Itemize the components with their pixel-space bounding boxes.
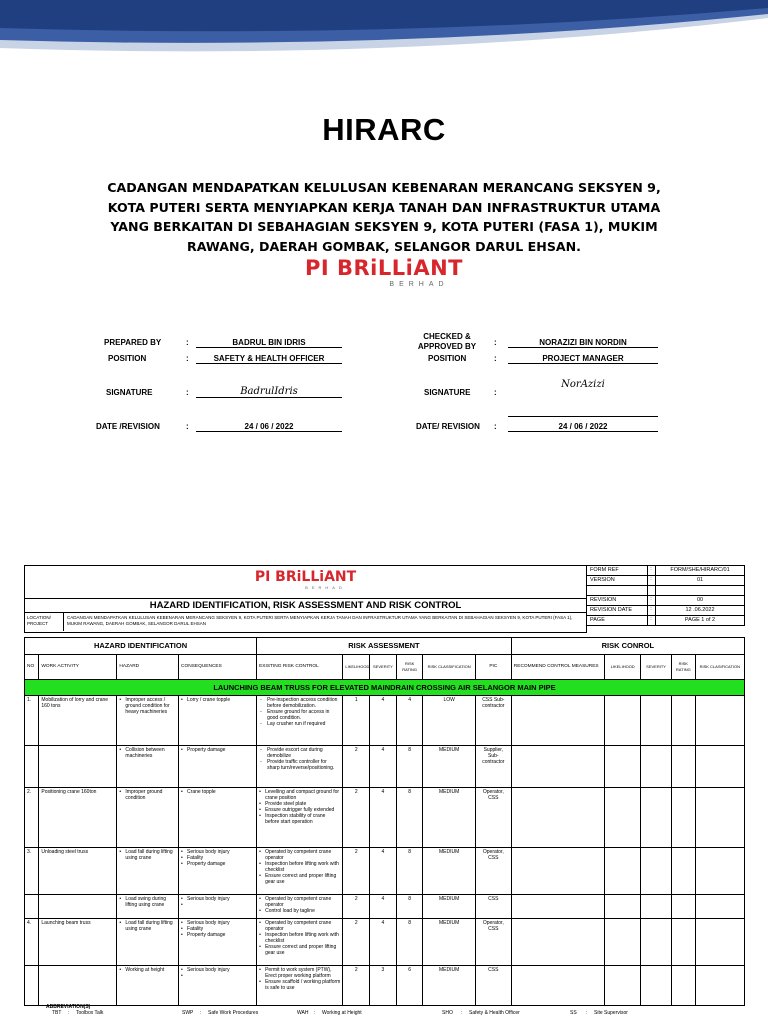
cell-rating: 8 [396, 919, 423, 966]
meta-row: VERSION : 01 [587, 576, 745, 586]
col-recommend: RECOMMEND CONTROL MEASURES [511, 655, 604, 680]
existing-control-item: • Permit to work system (PTW), Erect proper working platform [265, 967, 340, 979]
cell-classification: MEDIUM [423, 848, 475, 895]
signature-label: SIGNATURE [106, 388, 153, 397]
existing-control-list [259, 747, 340, 771]
cell-pic: Operator, CSS [475, 848, 511, 895]
cell-pic: Operator, CSS [475, 919, 511, 966]
abbr-colon: : [461, 1010, 463, 1016]
group-hazard-identification: HAZARD IDENTIFICATION [25, 638, 257, 655]
date-label-right: DATE/ REVISION [416, 422, 480, 431]
existing-control-item: - Pre-inspection access condition before demobilization. [267, 697, 340, 709]
signature-right: NorAzizi [508, 378, 658, 417]
existing-control-item: • Provide steel plate [265, 801, 340, 807]
abbr-value: Safety & Health Officer [469, 1010, 520, 1016]
consequence-list [181, 697, 254, 703]
cell-rating-2 [671, 788, 695, 848]
cell-rating-2 [671, 746, 695, 788]
meta-key: REVISION DATE [590, 607, 633, 613]
meta-row: PAGE : PAGE 1 of 2 [587, 616, 745, 626]
cell-rating: 8 [396, 788, 423, 848]
consequence-item: • Property damage [187, 747, 254, 753]
cell-rating-2 [671, 966, 695, 1006]
signature-label: SIGNATURE [424, 388, 471, 397]
cell-severity-2 [641, 746, 672, 788]
doc-title: HIRARC [322, 112, 446, 147]
existing-control-item: • Ensure scaffold / working platform is safe to use [265, 979, 340, 991]
cell-consequences [179, 848, 257, 895]
abbr-value: Safe Work Procedures [208, 1010, 259, 1016]
cell-classification: LOW [423, 696, 475, 746]
cell-likelihood-2 [605, 696, 641, 746]
abbreviations [24, 1004, 745, 1018]
col-existing: EXISTING RISK CONTROL [257, 655, 343, 680]
table-row [25, 848, 745, 895]
cell-rating: 4 [396, 696, 423, 746]
form-logo-sub: BERHAD [305, 585, 346, 590]
cell-severity: 4 [370, 746, 397, 788]
meta-key: REVISION [590, 597, 617, 603]
consequence-list [181, 789, 254, 795]
cell-pic: CSS Sub-contractor [475, 696, 511, 746]
cell-severity: 4 [370, 919, 397, 966]
abbr-colon: : [314, 1010, 316, 1016]
cell-likelihood: 2 [343, 919, 370, 966]
section-title: LAUNCHING BEAM TRUSS FOR ELEVATED MAINDRAIN CROSSING AIR SELANGOR MAIN PIPE [25, 680, 745, 696]
cell-classification: MEDIUM [423, 919, 475, 966]
existing-control-list [259, 849, 340, 885]
existing-control-item: • Ensure correct and proper lifting gear use [265, 944, 340, 956]
cell-severity-2 [641, 895, 672, 919]
cell-severity-2 [641, 919, 672, 966]
existing-control-item: - Provide traffic controller for sharp turn/reverse/positioning. [267, 759, 340, 771]
cell-rating-2 [671, 895, 695, 919]
cell-classification-2 [695, 746, 744, 788]
cell-likelihood: 2 [343, 746, 370, 788]
meta-value: FORM/SHE/HIRARC/01 [655, 566, 744, 575]
colon: : [186, 354, 189, 363]
abbr-colon: : [586, 1010, 588, 1016]
cell-activity [39, 746, 117, 788]
header-banner [0, 0, 768, 60]
meta-row: REVISION DATE : 12 .06.2022 [587, 606, 745, 616]
cell-classification-2 [695, 919, 744, 966]
cell-existing-control [257, 895, 343, 919]
cell-likelihood: 2 [343, 848, 370, 895]
form-logo [24, 565, 587, 599]
col-severity: SEVERITY [370, 655, 397, 680]
existing-control-item: - Lay crusher run if required [267, 721, 340, 727]
existing-control-list [259, 967, 340, 991]
position-right-value: PROJECT MANAGER [508, 354, 658, 364]
cell-hazard [117, 788, 179, 848]
form-meta [587, 565, 745, 626]
col-pic: PIC [475, 655, 511, 680]
cell-classification-2 [695, 895, 744, 919]
abbr-value: Toolbox Talk [76, 1010, 104, 1016]
cell-severity-2 [641, 788, 672, 848]
existing-control-item: - Ensure ground for access in good condition. [267, 709, 340, 721]
cell-pic: CSS [475, 966, 511, 1006]
cell-severity: 4 [370, 788, 397, 848]
cell-classification: MEDIUM [423, 746, 475, 788]
cell-severity-2 [641, 848, 672, 895]
consequence-list [181, 896, 254, 902]
colon: : [494, 338, 497, 347]
existing-control-item: • Operated by competent crane operator [265, 896, 340, 908]
col-severity-2: SEVERITY [641, 655, 672, 680]
abbr-value: Working at Height [322, 1010, 362, 1016]
cell-activity: Launching beam truss [39, 919, 117, 966]
consequence-list [181, 747, 254, 753]
abbr-colon: : [200, 1010, 202, 1016]
existing-control-item: • Inspection before lifting work with checklist [265, 932, 340, 944]
cell-likelihood-2 [605, 966, 641, 1006]
existing-control-item: • Control load by tagline [265, 908, 340, 914]
col-classification: RISK CLASSIFICATION [423, 655, 475, 680]
consequence-item: • Serious body injury [187, 849, 254, 855]
cell-no: 2. [25, 788, 39, 848]
cell-recommend [511, 746, 604, 788]
cell-consequences [179, 919, 257, 966]
existing-control-item: - Provide escort car during demobilize [267, 747, 340, 759]
cell-consequences [179, 788, 257, 848]
meta-value: PAGE 1 of 2 [655, 616, 744, 625]
cell-no [25, 746, 39, 788]
signature-block [0, 330, 768, 440]
col-likelihood-2: LIKELIHOOD [605, 655, 641, 680]
cell-consequences [179, 966, 257, 1006]
existing-control-item: • Levelling and compact ground for crane position [265, 789, 340, 801]
cell-classification-2 [695, 966, 744, 1006]
checked-label: CHECKED & APPROVED BY [417, 332, 477, 351]
table-row [25, 746, 745, 788]
cell-existing-control [257, 919, 343, 966]
consequence-item: • Property damage [187, 932, 254, 938]
logo-sub: BERHAD [389, 281, 449, 288]
form-title: HAZARD IDENTIFICATION, RISK ASSESSMENT AND RISK CONTROL [24, 599, 587, 613]
cell-recommend [511, 696, 604, 746]
hazard-item: • Load fall during lifting using crane [125, 920, 176, 932]
cell-hazard [117, 895, 179, 919]
position-left-value: SAFETY & HEALTH OFFICER [196, 354, 342, 364]
cell-no [25, 895, 39, 919]
cell-no [25, 966, 39, 1006]
existing-control-item: • Ensure correct and proper lifting gear use [265, 873, 340, 885]
date-right: 24 / 06 / 2022 [508, 422, 658, 432]
hazard-item: • Improper access / ground condition for heavy machineries [125, 697, 176, 715]
hazard-list [119, 967, 176, 973]
cell-no: 4. [25, 919, 39, 966]
hazard-list [119, 747, 176, 759]
col-consequences: CONSEQUENCES [179, 655, 257, 680]
existing-control-item: • Inspection before lifting work with checklist [265, 861, 340, 873]
colon: : [186, 422, 189, 431]
hazard-list [119, 849, 176, 861]
meta-key: FORM REF [590, 567, 619, 573]
consequence-item: • Lorry / crane topple [187, 697, 254, 703]
abbr-key: SWP [182, 1010, 194, 1016]
cell-likelihood-2 [605, 895, 641, 919]
prepared-by-label: PREPARED BY [104, 338, 162, 347]
cell-likelihood: 2 [343, 966, 370, 1006]
cell-severity: 4 [370, 848, 397, 895]
cell-severity-2 [641, 966, 672, 1006]
meta-value: 12 .06.2022 [655, 606, 744, 615]
project-title: CADANGAN MENDAPATKAN KELULUSAN KEBENARAN MERANCANG SEKSYEN 9, KOTA PUTERI SERTA MENYIAPKAN KERJA TANAH DAN INFRASTRUKTUR UTAMA YANG BERKAITAN DI SEBAHAGIAN SEKSYEN 9, KOTA PUTERI (FASA 1), MUKIM RAWANG, DAERAH GOMBAK, SELANGOR DARUL EHSAN. [107, 180, 661, 254]
cell-pic: Supplier, Sub-contractor [475, 746, 511, 788]
consequence-item: • Serious body injury [187, 920, 254, 926]
cell-likelihood-2 [605, 848, 641, 895]
colon: : [494, 354, 497, 363]
location-label: LOCATION/ PROJECT [27, 615, 51, 626]
meta-value: 01 [655, 576, 744, 585]
company-logo [0, 256, 768, 288]
cell-activity [39, 895, 117, 919]
meta-key: VERSION [590, 577, 615, 583]
abbreviation-title: ABBREVIATION(S) [46, 1004, 91, 1010]
cell-classification-2 [695, 848, 744, 895]
consequence-list [181, 849, 254, 867]
cell-consequences [179, 746, 257, 788]
cell-severity: 4 [370, 895, 397, 919]
checked-value: NORAZIZI BIN NORDIN [508, 338, 658, 348]
cell-existing-control [257, 788, 343, 848]
cell-recommend [511, 895, 604, 919]
cell-no: 1. [25, 696, 39, 746]
logo-name: PI BRiLLiANT [304, 256, 463, 280]
cell-classification-2 [695, 696, 744, 746]
cell-hazard [117, 919, 179, 966]
cell-likelihood-2 [605, 788, 641, 848]
cell-activity: Positioning crane 160ton [39, 788, 117, 848]
cell-pic: Operator, CSS [475, 788, 511, 848]
hazard-list [119, 896, 176, 908]
col-activity: WORK ACTIVITY [39, 655, 117, 680]
abbr-colon: : [68, 1010, 70, 1016]
col-hazard: HAZARD [117, 655, 179, 680]
cell-activity [39, 966, 117, 1006]
cell-rating-2 [671, 848, 695, 895]
cell-activity: Unloading steel truss [39, 848, 117, 895]
position-label: POSITION [108, 354, 147, 363]
cell-rating: 8 [396, 895, 423, 919]
prepared-by-value: BADRUL BIN IDRIS [196, 338, 342, 348]
col-classification-2: RISK CLASIFICATION [695, 655, 744, 680]
col-likelihood: LIKELIHOOD [343, 655, 370, 680]
cell-hazard [117, 966, 179, 1006]
meta-row [587, 586, 745, 596]
meta-key: PAGE [590, 617, 605, 623]
consequence-item: • Fatality [187, 855, 254, 861]
cell-classification-2 [695, 788, 744, 848]
cell-hazard [117, 848, 179, 895]
table-row [25, 966, 745, 1006]
abbreviation-row [24, 1010, 745, 1018]
cell-classification: MEDIUM [423, 788, 475, 848]
cell-consequences [179, 696, 257, 746]
cell-rating-2 [671, 919, 695, 966]
colon: : [494, 422, 497, 431]
cell-classification: MEDIUM [423, 895, 475, 919]
cell-recommend [511, 848, 604, 895]
table-row [25, 895, 745, 919]
cell-hazard [117, 746, 179, 788]
meta-row: REVISION : 00 [587, 596, 745, 606]
abbr-key: WAH [297, 1010, 309, 1016]
cell-likelihood: 1 [343, 696, 370, 746]
meta-value [655, 586, 744, 595]
form-logo-name: PI BRiLLiANT [254, 569, 357, 585]
table-row [25, 696, 745, 746]
location-value: CADANGAN MENDAPATKAN KELULUSAN KEBENARAN MERANCANG SEKSYEN 9, KOTA PUTERI SERTA MENYIAPKAN KERJA TANAH DAN INFRASTRUKTUR UTAMA YANG BERKAITAN DI SEBAHAGIAN SEKSYEN 9, KOTA PUTERI (FASA 1), MUKIM RAWANG, DAERAH GOMBAK, SELANGOR DARUL EHSAN [63, 613, 587, 631]
cell-rating-2 [671, 696, 695, 746]
existing-control-list [259, 697, 340, 727]
existing-control-item: • Inspection stability of crane before start operation [265, 813, 340, 825]
existing-control-list [259, 920, 340, 956]
cell-recommend [511, 966, 604, 1006]
cell-rating: 6 [396, 966, 423, 1006]
col-rating-2: RISK RATING [671, 655, 695, 680]
hazard-list [119, 789, 176, 801]
signature-left: BadrulIdris [196, 386, 342, 398]
cell-activity: Mobilization of lorry and crane 160 tons [39, 696, 117, 746]
consequence-item: • Property damage [187, 861, 254, 867]
cell-existing-control [257, 746, 343, 788]
existing-control-list [259, 789, 340, 825]
cell-severity-2 [641, 696, 672, 746]
abbr-key: TBT [52, 1010, 62, 1016]
cell-classification: MEDIUM [423, 966, 475, 1006]
meta-row: FORM REF : FORM/SHE/HIRARC/01 [587, 565, 745, 576]
hazard-list [119, 697, 176, 715]
cell-severity: 3 [370, 966, 397, 1006]
hazard-item: • Improper ground condition [125, 789, 176, 801]
consequence-item: • Crane topple [187, 789, 254, 795]
hazard-item: • Collision between machineries [125, 747, 176, 759]
abbr-key: SS [570, 1010, 577, 1016]
existing-control-item: • Operated by competent crane operator [265, 849, 340, 861]
date-label: DATE /REVISION [96, 422, 160, 431]
cell-likelihood-2 [605, 746, 641, 788]
cell-rating: 8 [396, 848, 423, 895]
cell-likelihood: 2 [343, 895, 370, 919]
hazard-item: • Working at height [125, 967, 176, 973]
col-rating: RISK RATING [396, 655, 423, 680]
meta-value: 00 [655, 596, 744, 605]
col-no: NO [25, 655, 39, 680]
colon: : [494, 388, 497, 397]
consequence-item: • Serious body injury [187, 967, 254, 973]
cell-hazard [117, 696, 179, 746]
location-row [24, 613, 587, 633]
hazard-list [119, 920, 176, 932]
cell-existing-control [257, 848, 343, 895]
date-left: 24 / 06 / 2022 [196, 422, 342, 432]
abbr-value: Site Supervisor [594, 1010, 628, 1016]
table-row [25, 788, 745, 848]
hazard-item: • Load swing during lifting using crane [125, 896, 176, 908]
cell-existing-control [257, 696, 343, 746]
hirarc-table [24, 637, 745, 1006]
cell-no: 3. [25, 848, 39, 895]
group-risk-control: RISK CONROL [511, 638, 744, 655]
cell-likelihood: 2 [343, 788, 370, 848]
cell-likelihood-2 [605, 919, 641, 966]
cell-recommend [511, 919, 604, 966]
abbr-key: SHO [442, 1010, 453, 1016]
cell-severity: 4 [370, 696, 397, 746]
cell-rating: 8 [396, 746, 423, 788]
cell-existing-control [257, 966, 343, 1006]
existing-control-list [259, 896, 340, 914]
hazard-item: • Load fall during lifting using crane [125, 849, 176, 861]
consequence-list [181, 920, 254, 938]
group-risk-assessment: RISK ASSESSMENT [257, 638, 512, 655]
consequence-item: • Serious body injury [187, 896, 254, 902]
cell-recommend [511, 788, 604, 848]
consequence-list [181, 967, 254, 973]
consequence-item: • Fatality [187, 926, 254, 932]
table-row [25, 919, 745, 966]
cell-pic: CSS [475, 895, 511, 919]
existing-control-item: • Operated by competent crane operator [265, 920, 340, 932]
existing-control-item: • Ensure outrigger fully extended [265, 807, 340, 813]
colon: : [186, 338, 189, 347]
position-label: POSITION [428, 354, 467, 363]
cell-consequences [179, 895, 257, 919]
colon: : [186, 388, 189, 397]
